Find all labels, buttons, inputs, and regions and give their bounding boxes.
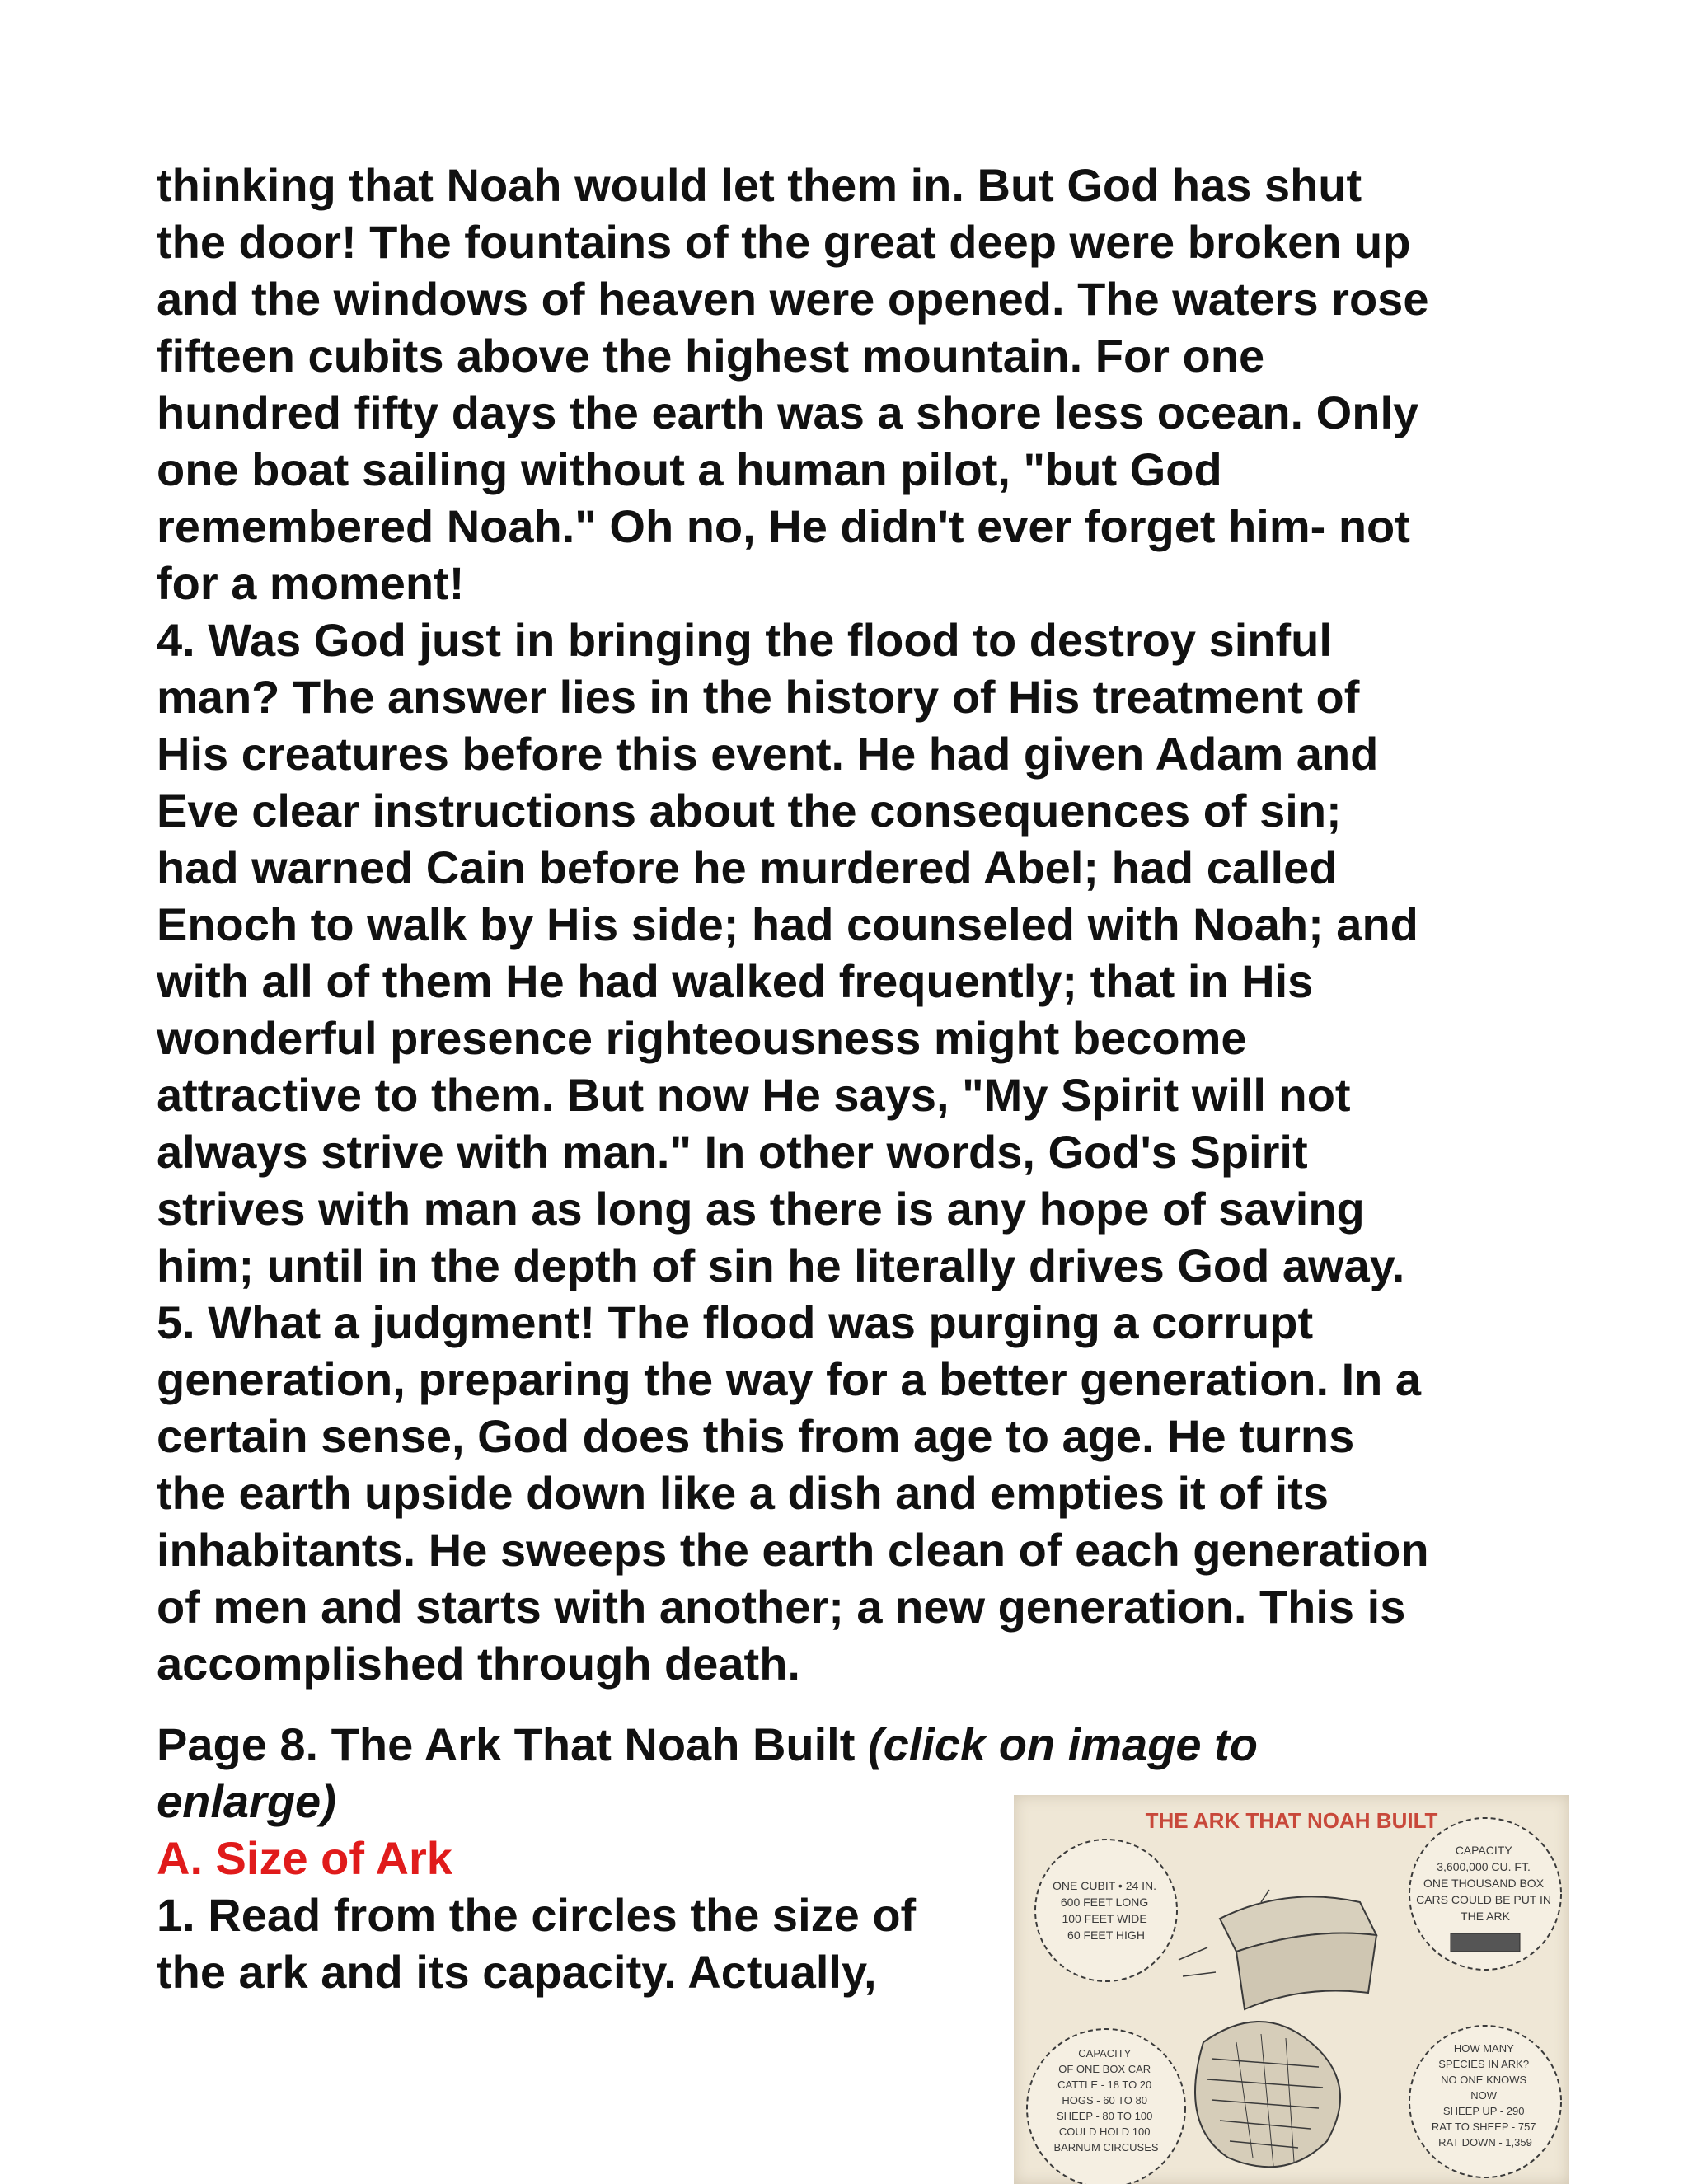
circle-text: HOW MANY [1453, 2042, 1514, 2055]
circle-text: ONE THOUSAND BOX [1423, 1877, 1545, 1890]
circle-text: RAT TO SHEEP - 757 [1431, 2121, 1536, 2133]
circle-text: COULD HOLD 100 [1058, 2125, 1151, 2138]
enlarge-image-link[interactable]: (click on image to [867, 1718, 1258, 1770]
circle-text: CAPACITY [1078, 2047, 1132, 2060]
circle-text: 3,600,000 CU. FT. [1437, 1860, 1531, 1873]
circle-text: HOGS - 60 TO 80 [1062, 2094, 1147, 2107]
body-text-line: Eve clear instructions about the consequences of sin; [157, 785, 1342, 837]
circle-text: NOW [1470, 2089, 1498, 2102]
body-text-line: certain sense, God does this from age to age. He turns [157, 1410, 1355, 1462]
circle-dimensions [1035, 1840, 1177, 1981]
body-text-line: thinking that Noah would let them in. But God has shut [157, 159, 1362, 211]
body-text-line: Enoch to walk by His side; had counseled with Noah; and [157, 898, 1418, 950]
circle-text: 100 FEET WIDE [1062, 1912, 1147, 1925]
body-text-line: fifteen cubits above the highest mountain. For one [157, 330, 1265, 382]
ark-illustration [1014, 1795, 1569, 2184]
body-text-line: of men and starts with another; a new generation. This is [157, 1581, 1406, 1633]
body-text-line: inhabitants. He sweeps the earth clean of each generation [157, 1524, 1429, 1576]
figure-title: THE ARK THAT NOAH BUILT [1145, 1808, 1438, 1833]
body-text-line: remembered Noah." Oh no, He didn't ever forget him- not [157, 500, 1410, 552]
circle-text: NO ONE KNOWS [1441, 2074, 1527, 2086]
circle-text: THE ARK [1461, 1910, 1510, 1923]
section-body-line: 1. Read from the circles the size of [157, 1889, 917, 1941]
body-text-line: for a moment! [157, 557, 465, 609]
circle-text: CATTLE - 18 TO 20 [1057, 2079, 1152, 2091]
circle-text: SHEEP - 80 TO 100 [1057, 2110, 1153, 2122]
body-text-line: wonderful presence righteousness might become [157, 1012, 1247, 1064]
circle-text: CARS COULD BE PUT IN [1416, 1893, 1551, 1906]
body-text-line: one boat sailing without a human pilot, "but God [157, 443, 1222, 495]
body-text-line: the earth upside down like a dish and empties it of its [157, 1467, 1329, 1519]
body-text-line: attractive to them. But now He says, "My Spirit will not [157, 1069, 1351, 1121]
body-text-line: 4. Was God just in bringing the flood to destroy sinful [157, 614, 1332, 666]
circle-boxcar-capacity [1027, 2029, 1185, 2184]
body-text-line: the door! The fountains of the great deep were broken up [157, 216, 1411, 268]
circle-text: CAPACITY [1455, 1844, 1512, 1857]
body-text-line: strives with man as long as there is any hope of saving [157, 1183, 1365, 1235]
body-text-line: always strive with man." In other words, God's Spirit [157, 1126, 1308, 1178]
body-text-line: hundred fifty days the earth was a shore less ocean. Only [157, 387, 1419, 438]
heading-line-1 [157, 1716, 1393, 1773]
enlarge-image-link-continued[interactable]: enlarge) [157, 1775, 336, 1827]
ark-sketch [1179, 1890, 1376, 2167]
circle-text: ONE CUBIT • 24 IN. [1053, 1879, 1157, 1892]
circle-text: 60 FEET HIGH [1067, 1929, 1145, 1942]
body-text-line: and the windows of heaven were opened. The waters rose [157, 273, 1429, 325]
circle-text: BARNUM CIRCUSES [1053, 2141, 1159, 2154]
body-text-line: man? The answer lies in the history of His treatment of [157, 671, 1360, 723]
circle-text: RAT DOWN - 1,359 [1438, 2136, 1532, 2149]
circle-capacity [1409, 1818, 1561, 1970]
section-body [157, 1886, 981, 2000]
circle-species [1409, 2026, 1561, 2177]
ark-illustration-image[interactable] [1014, 1795, 1569, 2184]
heading-prefix: Page 8. The Ark That Noah Built [157, 1718, 868, 1770]
body-text-line: generation, preparing the way for a better generation. In a [157, 1353, 1422, 1405]
circle-text: SPECIES IN ARK? [1438, 2058, 1530, 2070]
circle-text: OF ONE BOX CAR [1058, 2063, 1151, 2075]
boxcar-icon [1451, 1933, 1520, 1952]
circle-text: 600 FEET LONG [1060, 1896, 1149, 1909]
section-title: A. Size of Ark [157, 1832, 452, 1884]
body-text-line: 5. What a judgment! The flood was purging a corrupt [157, 1296, 1314, 1348]
body-paragraphs [157, 157, 1541, 1692]
section-body-line: the ark and its capacity. Actually, [157, 1946, 877, 1998]
body-text-line: had warned Cain before he murdered Abel; had called [157, 841, 1338, 893]
body-text-line: with all of them He had walked frequently; that in His [157, 955, 1314, 1007]
circle-text: SHEEP UP - 290 [1442, 2105, 1525, 2117]
svg-text:CAPACITY OF ONE BOX [1053, 2047, 1158, 2154]
body-text-line: His creatures before this event. He had given Adam and [157, 728, 1379, 780]
body-text-line: accomplished through death. [157, 1638, 800, 1690]
body-text-line: him; until in the depth of sin he literally drives God away. [157, 1240, 1405, 1291]
